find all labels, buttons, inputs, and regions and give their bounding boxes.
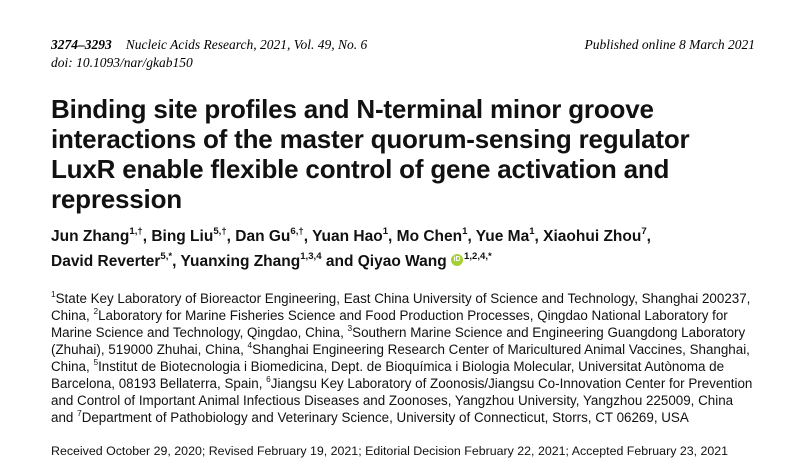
- journal-header-left: [51, 36, 367, 72]
- authors-line: Jun Zhang$^{1,\dagger}$, Bing Liu$^{5,\dagger}$, Dan $Gu^{6,\dagger}$, Yuan Hao$^1$, Mo Chen$^1$, Yue Ma$^1$, Xiaohui Zhou$^7$, David Reverter$^{5,*}$, Yuanxing Zhang$^{1,3,4}$ and Qiyao Wang iD $^{1,2,4,*}$: [51, 226, 651, 270]
- journal-info: Nucleic Acids Research, 2021, Vol. 49, No. 6: [125, 37, 368, 52]
- dates-line: Received October 29, 2020; Revised February 19, 2021; Editorial Decision February 22, 2021; Accepted February 23, 2021: [51, 444, 729, 458]
- superscript: 5,†: [213, 226, 227, 238]
- affiliations: $^1$State Key Laboratory of Bioreactor Engineering, East China University of Science and Technology, Shanghai 200237, China, $^2$Laboratory for Marine Fisheries Science and Food Production Processes, Qingdao National Laboratory for Marine Science and Technology, Qingdao, China, $^3$Southern Marine Science and Engineering Guangdong Laboratory (Zhuhai), 519000 Zhuhai, China, $^4$Shanghai Engineering Research Center of Maricultured Animal Vaccines, Shanghai, China, $^5$Institut de Biotecnologia i Biomedicina, Dept. de Bioquímica i Biologia Molecular, Universitat Autònoma de Barcelona, 08193 Bellaterra, Spain, $^6$Jiangsu Key Laboratory of Zoonosis/Jiangsu Co-Innovation Center for Prevention and Control of Important Animal Infectious Diseases and Zoonoses, Yangzhou University, Yangzhou 225009, China and $^7$Department of Pathobiology and Veterinary Science, University of Connecticut, Storrs, CT 06269, USA: [51, 289, 753, 425]
- superscript: 5: [93, 357, 99, 368]
- superscript: 1: [51, 289, 56, 300]
- journal-header: [51, 36, 755, 72]
- doi-line: doi: 10.1093/nar/gkab150: [51, 55, 193, 70]
- superscript: 7: [77, 408, 82, 419]
- superscript: 1: [462, 226, 468, 238]
- superscript: 1: [382, 226, 389, 238]
- superscript: 2: [93, 306, 99, 317]
- superscript: 3: [347, 323, 353, 334]
- superscript: 1,†: [129, 226, 143, 238]
- superscript: 6,†: [290, 226, 304, 238]
- superscript: 4: [247, 340, 253, 351]
- published-online: Published online 8 March 2021: [584, 37, 755, 52]
- superscript: 5,*: [160, 251, 173, 263]
- page-range: 3274–3293: [51, 37, 112, 52]
- superscript: 1,3,4: [300, 251, 322, 263]
- journal-citation-line: [51, 36, 367, 54]
- superscript: 6: [266, 374, 271, 385]
- paper-title: Binding site profiles and N-terminal minor groove interactions of the master quorum-sensing regulator LuxR enable flexible control of gene activation and repression: [51, 94, 690, 214]
- superscript: 1,2,4,*: [464, 251, 492, 263]
- superscript: 1: [529, 226, 535, 238]
- superscript: 7: [641, 226, 647, 238]
- orcid-icon: iD: [451, 254, 463, 266]
